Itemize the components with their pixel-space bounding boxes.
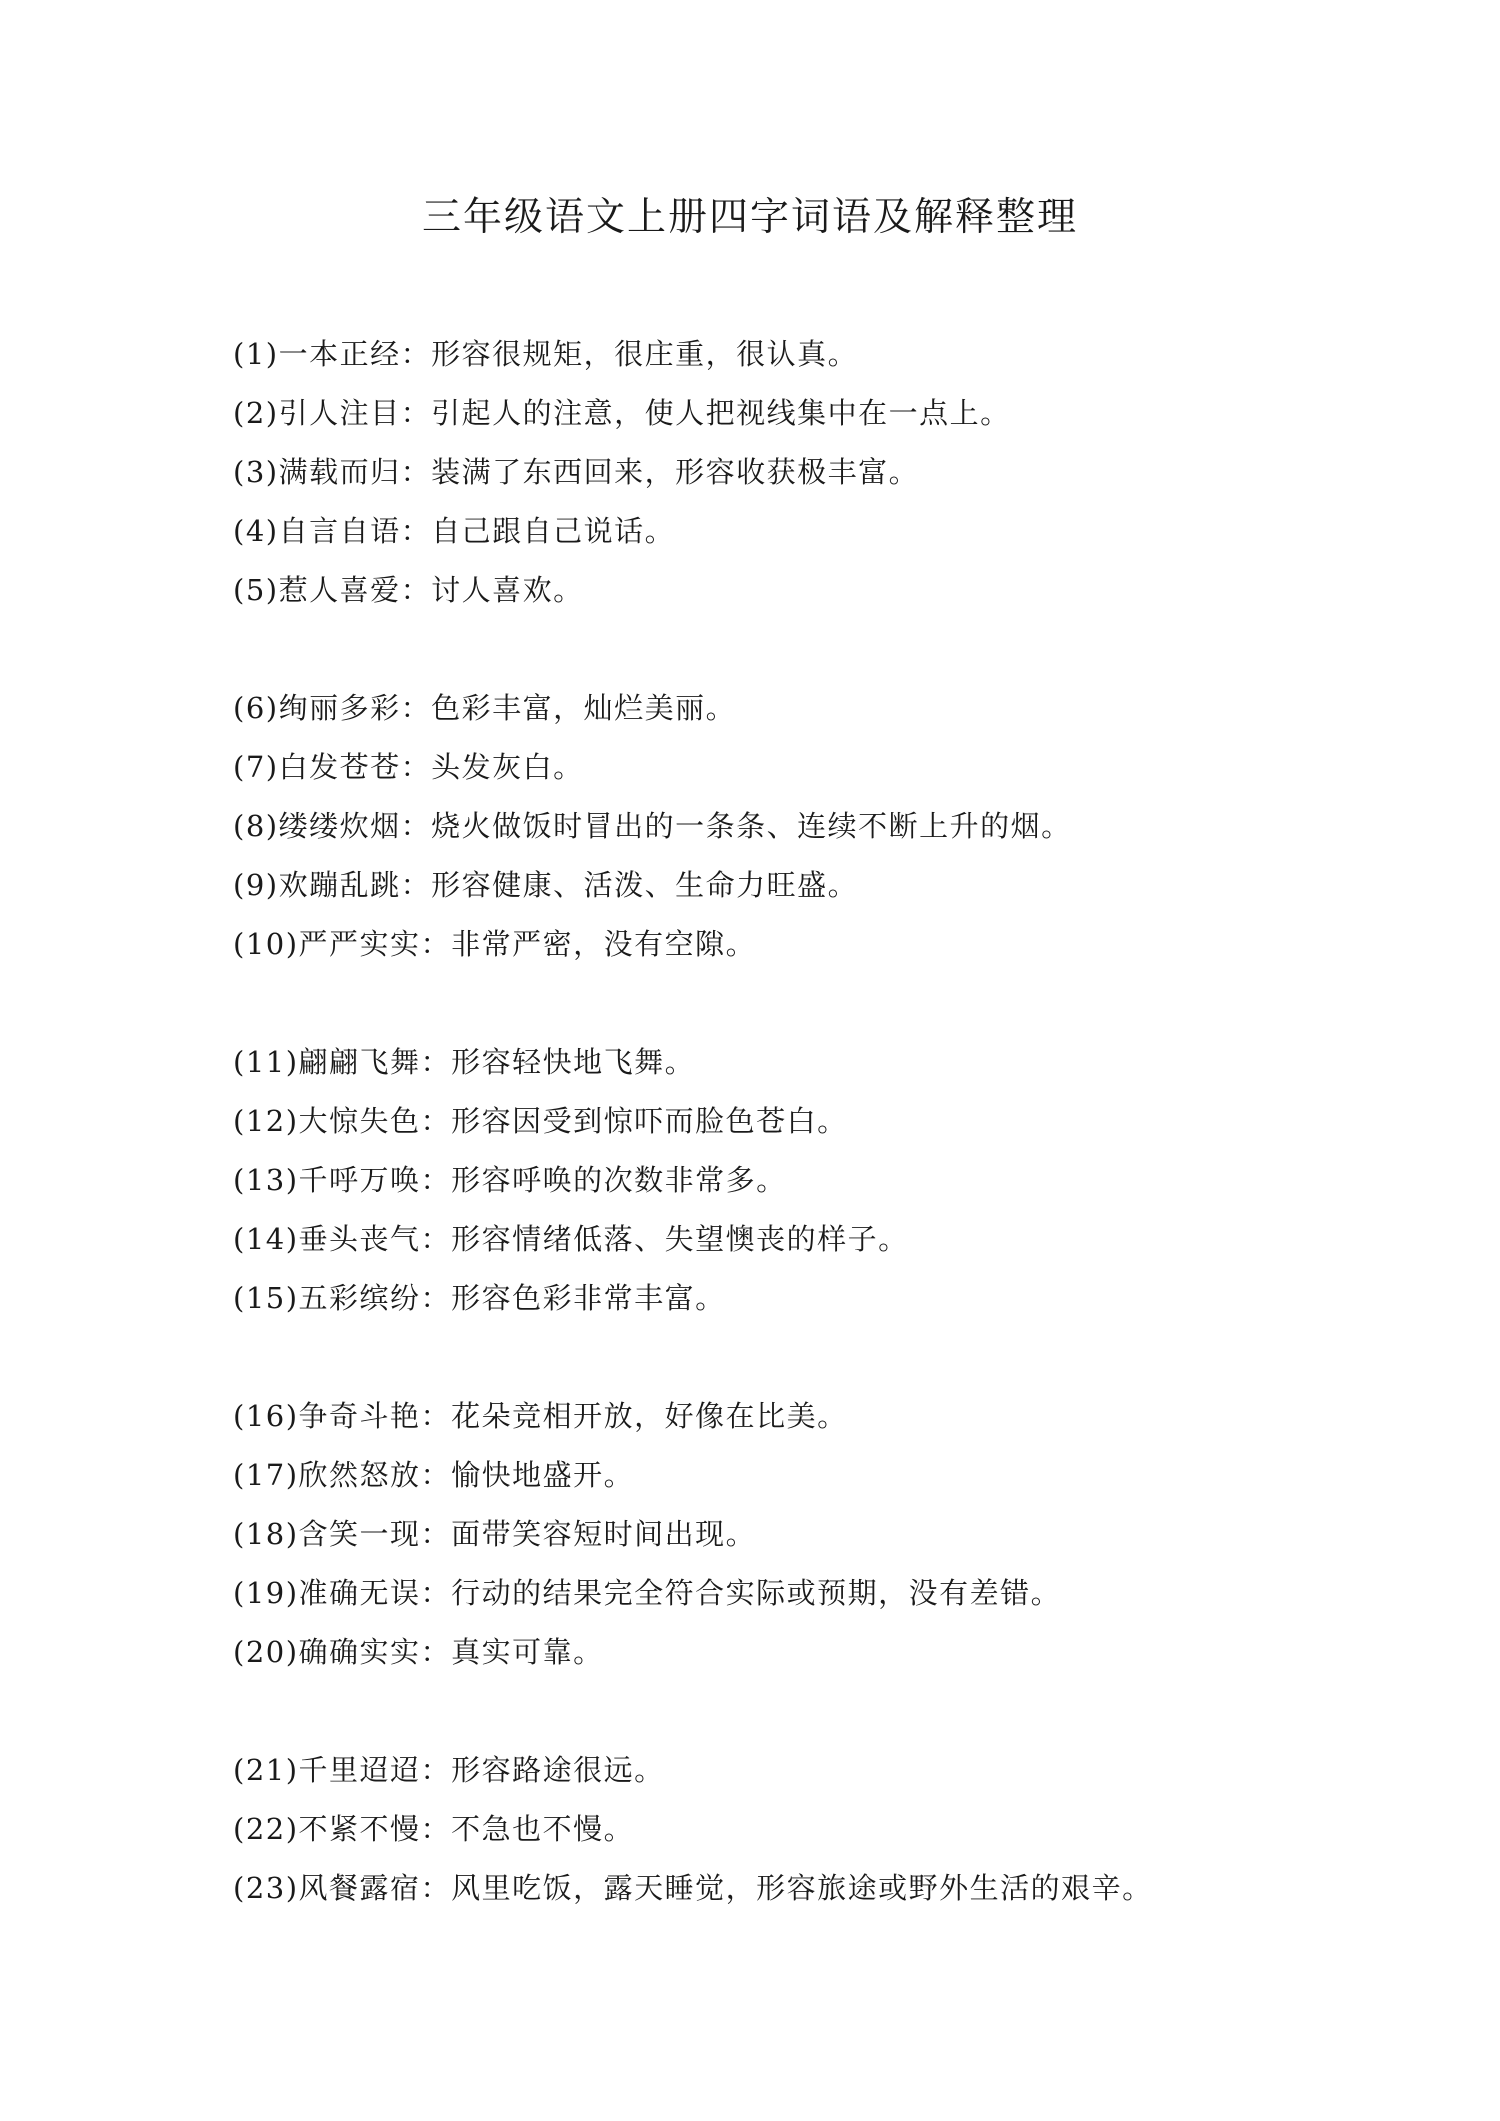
vocabulary-list [233,325,1333,1977]
entry-word: 大惊失色 [298,1104,421,1138]
entry-number: (16) [233,1399,299,1433]
entry-number: (9) [233,868,279,902]
entry-word: 准确无误 [298,1576,421,1610]
entry-meaning: 引起人的注意，使人把视线集中在一点上。 [431,396,1011,430]
vocab-entry [233,1446,1333,1505]
entry-number: (17) [233,1458,299,1492]
entry-separator: ： [420,1871,452,1905]
entry-meaning: 形容轻快地飞舞。 [451,1045,696,1079]
entry-separator: ： [420,1399,452,1433]
vocab-entry [233,915,1333,974]
vocab-entry [233,1092,1333,1151]
entry-number: (4) [233,514,279,548]
entry-separator: ： [420,1635,452,1669]
entry-group-5 [233,1741,1333,1918]
entry-separator: ： [420,1753,452,1787]
entry-separator: ： [400,573,432,607]
entry-word: 严严实实 [298,927,421,961]
entry-number: (23) [233,1871,299,1905]
entry-meaning: 形容呼唤的次数非常多。 [451,1163,787,1197]
entry-word: 千里迢迢 [298,1753,421,1787]
vocab-entry [233,1741,1333,1800]
entry-separator: ： [420,1517,452,1551]
entry-separator: ： [420,1045,452,1079]
entry-word: 白发苍苍 [278,750,401,784]
entry-separator: ： [400,337,432,371]
entry-word: 满载而归 [278,455,401,489]
vocab-entry [233,1269,1333,1328]
entry-number: (18) [233,1517,299,1551]
entry-meaning: 不急也不慢。 [451,1812,635,1846]
entry-meaning: 非常严密，没有空隙。 [451,927,757,961]
entry-number: (2) [233,396,279,430]
entry-separator: ： [400,809,432,843]
entry-separator: ： [400,868,432,902]
entry-word: 千呼万唤 [298,1163,421,1197]
entry-separator: ： [420,1812,452,1846]
entry-number: (3) [233,455,279,489]
entry-meaning: 形容很规矩，很庄重，很认真。 [431,337,859,371]
document-title: 三年级语文上册四字词语及解释整理 [421,195,1078,240]
vocab-entry [233,1033,1333,1092]
entry-word: 不紧不慢 [298,1812,421,1846]
entry-meaning: 头发灰白。 [431,750,584,784]
entry-number: (13) [233,1163,299,1197]
entry-separator: ： [420,1576,452,1610]
entry-number: (11) [233,1045,299,1079]
entry-word: 确确实实 [298,1635,421,1669]
entry-number: (19) [233,1576,299,1610]
vocab-entry [233,502,1333,561]
entry-number: (7) [233,750,279,784]
entry-group-3 [233,1033,1333,1328]
entry-meaning: 行动的结果完全符合实际或预期，没有差错。 [451,1576,1062,1610]
vocab-entry [233,1859,1333,1918]
entry-group-4 [233,1387,1333,1682]
entry-word: 一本正经 [278,337,401,371]
vocab-entry [233,1151,1333,1210]
entry-word: 欢蹦乱跳 [278,868,401,902]
vocab-entry [233,1505,1333,1564]
entry-word: 五彩缤纷 [298,1281,421,1315]
entry-meaning: 讨人喜欢。 [431,573,584,607]
vocab-entry [233,797,1333,856]
entry-separator: ： [400,396,432,430]
entry-group-1 [233,325,1333,620]
entry-separator: ： [420,1458,452,1492]
entry-meaning: 形容路途很远。 [451,1753,665,1787]
entry-word: 垂头丧气 [298,1222,421,1256]
entry-number: (8) [233,809,279,843]
vocab-entry [233,1564,1333,1623]
entry-number: (15) [233,1281,299,1315]
entry-number: (22) [233,1812,299,1846]
entry-word: 翩翩飞舞 [298,1045,421,1079]
entry-meaning: 花朵竞相开放，好像在比美。 [451,1399,848,1433]
vocab-entry [233,1800,1333,1859]
entry-number: (10) [233,927,299,961]
vocab-entry [233,561,1333,620]
vocab-entry [233,384,1333,443]
entry-separator: ： [420,1104,452,1138]
entry-number: (14) [233,1222,299,1256]
entry-number: (5) [233,573,279,607]
vocab-entry [233,325,1333,384]
entry-word: 含笑一现 [298,1517,421,1551]
vocab-entry [233,1210,1333,1269]
entry-meaning: 愉快地盛开。 [451,1458,635,1492]
entry-word: 自言自语 [278,514,401,548]
entry-word: 引人注目 [278,396,401,430]
vocab-entry [233,738,1333,797]
entry-meaning: 面带笑容短时间出现。 [451,1517,757,1551]
entry-meaning: 色彩丰富，灿烂美丽。 [431,691,737,725]
entry-word: 风餐露宿 [298,1871,421,1905]
entry-separator: ： [400,514,432,548]
entry-number: (21) [233,1753,299,1787]
vocab-entry [233,443,1333,502]
entry-group-2 [233,679,1333,974]
vocab-entry [233,856,1333,915]
vocab-entry [233,679,1333,738]
entry-number: (12) [233,1104,299,1138]
entry-word: 绚丽多彩 [278,691,401,725]
entry-number: (20) [233,1635,299,1669]
entry-meaning: 烧火做饭时冒出的一条条、连续不断上升的烟。 [431,809,1072,843]
entry-number: (6) [233,691,279,725]
entry-meaning: 真实可靠。 [451,1635,604,1669]
entry-meaning: 装满了东西回来，形容收获极丰富。 [431,455,920,489]
entry-separator: ： [400,750,432,784]
entry-meaning: 风里吃饭，露天睡觉，形容旅途或野外生活的艰辛。 [451,1871,1153,1905]
entry-meaning: 形容因受到惊吓而脸色苍白。 [451,1104,848,1138]
entry-word: 争奇斗艳 [298,1399,421,1433]
vocab-entry [233,1387,1333,1446]
entry-meaning: 形容健康、活泼、生命力旺盛。 [431,868,859,902]
entry-number: (1) [233,337,279,371]
entry-meaning: 形容色彩非常丰富。 [451,1281,726,1315]
entry-word: 缕缕炊烟 [278,809,401,843]
entry-separator: ： [420,1281,452,1315]
entry-separator: ： [420,927,452,961]
entry-separator: ： [400,455,432,489]
entry-word: 欣然怒放 [298,1458,421,1492]
entry-word: 惹人喜爱 [278,573,401,607]
vocab-entry [233,1623,1333,1682]
entry-separator: ： [420,1163,452,1197]
entry-meaning: 形容情绪低落、失望懊丧的样子。 [451,1222,909,1256]
entry-separator: ： [400,691,432,725]
entry-meaning: 自己跟自己说话。 [431,514,676,548]
entry-separator: ： [420,1222,452,1256]
